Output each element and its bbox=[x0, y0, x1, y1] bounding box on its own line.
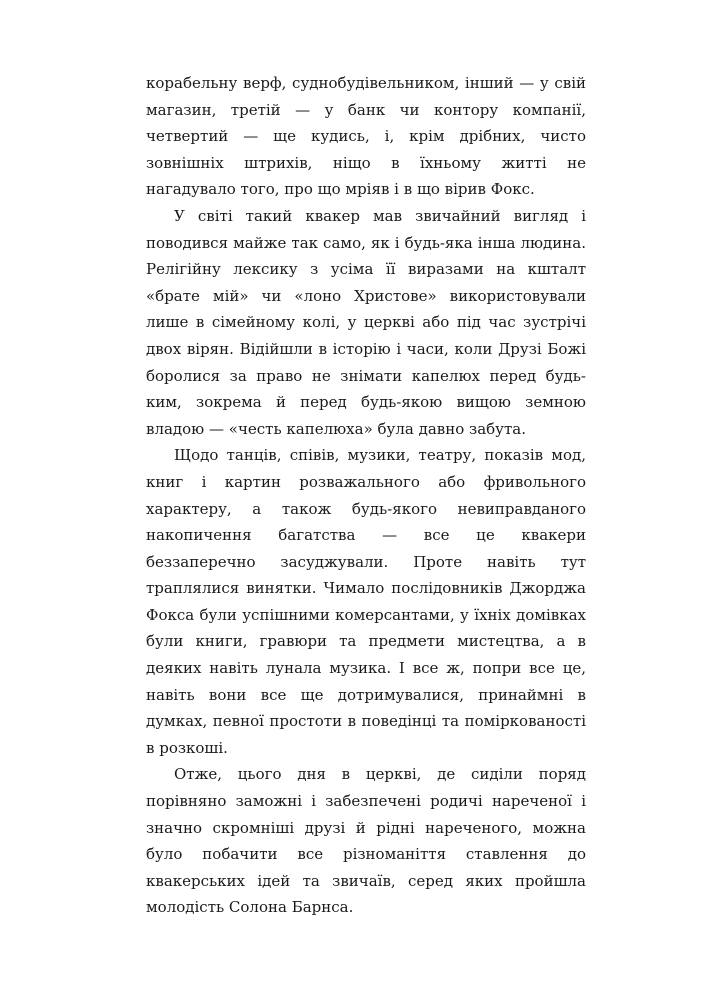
paragraph-3: Щодо танців, співів, музики, театру, показів мод, книг і картин розважального або фривольного характеру, а також будь-якого невиправданого накопичення багатства — все це квакери беззаперечно засуджували. Проте навіть тут траплялися винятки. Чимало послідовників Джорджа Фокса були успішними комерсантами, у їхніх домівках були книги, гравюри та предмети мистецтва, а в деяких навіть лунала музика. І все ж, попри все це, навіть вони все ще дотримувалися, принаймні в думках, певної простоти в поведінці та помірковaності в розкоші. bbox=[146, 446, 586, 757]
paragraph-4: Отже, цього дня в церкві, де сиділи поряд порівняно заможні і забезпечені родичі нареченої і значно скромніші друзі й рідні нареченого, можна було побачити все різноманіття ставлення до квакерських ідей та звичаїв, серед яких пройшла молодість Солона Барнса. bbox=[146, 765, 586, 917]
page-body bbox=[146, 70, 586, 921]
paragraph-1: корабельну верф, суднобудівельником, інший — у свій магазин, третій — у банк чи контору компанії, четвертий — ще кудись, і, крім дрібних, чисто зовнішніх штрихів, ніщо в їхньому житті не нагадувало того, про що мріяв і в що вірив Фокс. bbox=[146, 74, 586, 199]
paragraph-2: У світі такий квакер мав звичайний вигляд і поводився майже так само, як і будь-яка інша людина. Релігійну лексику з усіма її виразами на кшталт «брате мій» чи «лоно Христове» використовували лише в сімейному колі, у церкві або під час зустрічі двох вірян. Відійшли в історію і часи, коли Друзі Божі боролися за право не знімати капелюх перед будь-ким, зокрема й перед будь-якою вищою земною владою — «честь капелюха» була давно забута. bbox=[146, 206, 586, 438]
